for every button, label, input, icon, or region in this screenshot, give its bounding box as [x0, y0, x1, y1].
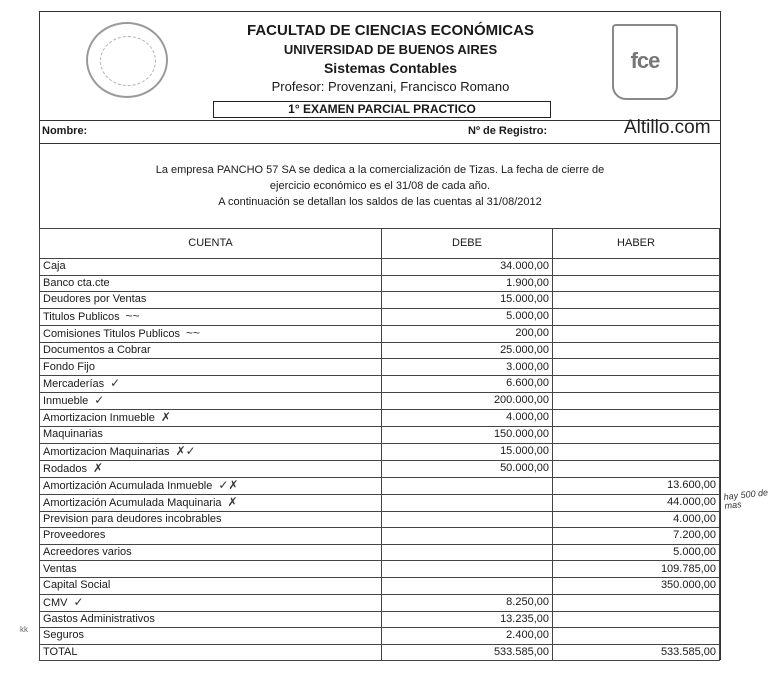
handwritten-note: hay 500 de mas [723, 487, 769, 511]
credit-cell [553, 375, 720, 392]
table-row [40, 443, 720, 460]
table-row [40, 544, 720, 561]
credit-cell [553, 426, 720, 443]
debit-cell: 150.000,00 [382, 426, 553, 443]
correction-mark-icon: ✗ [93, 460, 104, 475]
correction-mark-icon: ~~ [185, 325, 200, 340]
fce-logo-icon: fce [612, 24, 678, 100]
faculty-title: FACULTAD DE CIENCIAS ECONÓMICAS [247, 22, 534, 39]
debit-cell [382, 528, 553, 545]
account-cell: Titulos Publicos ~~ [40, 308, 382, 325]
debit-cell [382, 577, 553, 594]
table-row [40, 644, 720, 661]
divider [39, 120, 721, 121]
correction-mark-icon: ~~ [125, 308, 140, 323]
credit-cell [553, 460, 720, 477]
account-cell: Deudores por Ventas [40, 292, 382, 309]
table-row [40, 325, 720, 342]
debit-cell: 1.900,00 [382, 275, 553, 292]
debit-cell: 25.000,00 [382, 342, 553, 359]
column-header-account: CUENTA [40, 229, 382, 259]
account-cell: Gastos Administrativos [40, 611, 382, 628]
table-row [40, 460, 720, 477]
credit-cell [553, 443, 720, 460]
table-row [40, 611, 720, 628]
debit-cell [382, 494, 553, 511]
table-row [40, 292, 720, 309]
table-row [40, 275, 720, 292]
university-title: UNIVERSIDAD DE BUENOS AIRES [283, 42, 498, 57]
credit-cell [553, 292, 720, 309]
credit-cell [553, 359, 720, 376]
account-cell: Prevision para deudores incobrables [40, 511, 382, 528]
handwritten-mark: kk [20, 625, 28, 634]
account-cell: Proveedores [40, 528, 382, 545]
debit-cell: 34.000,00 [382, 259, 553, 276]
debit-cell: 15.000,00 [382, 443, 553, 460]
correction-mark-icon: ✗ [227, 494, 238, 509]
table-row [40, 392, 720, 409]
debit-cell: 533.585,00 [382, 644, 553, 661]
debit-cell: 3.000,00 [382, 359, 553, 376]
account-cell: Comisiones Titulos Publicos ~~ [40, 325, 382, 342]
column-header-debit: DEBE [382, 229, 553, 259]
debit-cell: 50.000,00 [382, 460, 553, 477]
account-cell: Rodados ✗ [40, 460, 382, 477]
intro-line-3: A continuación se detallan los saldos de las cuentas al 31/08/2012 [218, 196, 542, 208]
credit-cell [553, 628, 720, 645]
registration-label: Nº de Registro: [468, 125, 548, 137]
exam-title: 1° EXAMEN PARCIAL PRACTICO [213, 101, 551, 118]
correction-mark-icon: ✓ [73, 594, 84, 609]
course-title: Sistemas Contables [323, 60, 458, 76]
account-cell: Amortizacion Maquinarias ✗✓ [40, 443, 382, 460]
table-row [40, 594, 720, 611]
table-header-row [40, 229, 720, 259]
correction-mark-icon: ✓ [94, 392, 105, 407]
debit-cell: 5.000,00 [382, 308, 553, 325]
debit-cell: 200.000,00 [382, 392, 553, 409]
debit-cell [382, 477, 553, 494]
table-row [40, 308, 720, 325]
table-row [40, 426, 720, 443]
intro-line-1: La empresa PANCHO 57 SA se dedica a la comercialización de Tizas. La fecha de cierre de [155, 164, 605, 176]
table-row [40, 409, 720, 426]
credit-cell [553, 409, 720, 426]
credit-cell [553, 611, 720, 628]
table-row [40, 259, 720, 276]
account-cell: Ventas [40, 561, 382, 578]
table-row [40, 511, 720, 528]
account-cell: Documentos a Cobrar [40, 342, 382, 359]
debit-cell: 8.250,00 [382, 594, 553, 611]
correction-mark-icon: ✗✓ [175, 443, 196, 458]
debit-cell: 200,00 [382, 325, 553, 342]
debit-cell: 15.000,00 [382, 292, 553, 309]
credit-cell [553, 342, 720, 359]
intro-line-2: ejercicio económico es el 31/08 de cada año. [269, 180, 491, 192]
credit-cell: 13.600,00 [553, 477, 720, 494]
correction-mark-icon: ✓✗ [218, 477, 239, 492]
table-row [40, 528, 720, 545]
correction-mark-icon: ✗ [160, 409, 171, 424]
credit-cell: 533.585,00 [553, 644, 720, 661]
table-row [40, 375, 720, 392]
account-cell: Amortizacion Inmueble ✗ [40, 409, 382, 426]
credit-cell: 4.000,00 [553, 511, 720, 528]
account-cell: CMV ✓ [40, 594, 382, 611]
debit-cell [382, 561, 553, 578]
watermark: Altillo.com [624, 117, 711, 138]
credit-cell [553, 325, 720, 342]
credit-cell: 5.000,00 [553, 544, 720, 561]
debit-cell [382, 544, 553, 561]
table-row [40, 494, 720, 511]
accounts-table [39, 228, 720, 661]
account-cell: TOTAL [40, 644, 382, 661]
credit-cell [553, 392, 720, 409]
account-cell: Amortización Acumulada Inmueble ✓✗ [40, 477, 382, 494]
account-cell: Amortización Acumulada Maquinaria ✗ [40, 494, 382, 511]
account-cell: Capital Social [40, 577, 382, 594]
column-header-credit: HABER [553, 229, 720, 259]
table-row [40, 561, 720, 578]
account-cell: Maquinarias [40, 426, 382, 443]
credit-cell [553, 259, 720, 276]
credit-cell: 109.785,00 [553, 561, 720, 578]
debit-cell [382, 511, 553, 528]
table-row [40, 577, 720, 594]
table-row [40, 628, 720, 645]
professor-line: Profesor: Provenzani, Francisco Romano [271, 79, 510, 94]
debit-cell: 4.000,00 [382, 409, 553, 426]
debit-cell: 13.235,00 [382, 611, 553, 628]
name-label: Nombre: [42, 125, 88, 137]
credit-cell [553, 308, 720, 325]
table-row [40, 477, 720, 494]
account-cell: Inmueble ✓ [40, 392, 382, 409]
table-row [40, 359, 720, 376]
account-cell: Banco cta.cte [40, 275, 382, 292]
account-cell: Caja [40, 259, 382, 276]
account-cell: Seguros [40, 628, 382, 645]
debit-cell: 6.600,00 [382, 375, 553, 392]
account-cell: Mercaderías ✓ [40, 375, 382, 392]
credit-cell: 350.000,00 [553, 577, 720, 594]
account-cell: Fondo Fijo [40, 359, 382, 376]
credit-cell: 7.200,00 [553, 528, 720, 545]
credit-cell [553, 275, 720, 292]
correction-mark-icon: ✓ [110, 375, 121, 390]
table-row [40, 342, 720, 359]
credit-cell: 44.000,00 [553, 494, 720, 511]
account-cell: Acreedores varios [40, 544, 382, 561]
debit-cell: 2.400,00 [382, 628, 553, 645]
credit-cell [553, 594, 720, 611]
divider [39, 143, 721, 144]
